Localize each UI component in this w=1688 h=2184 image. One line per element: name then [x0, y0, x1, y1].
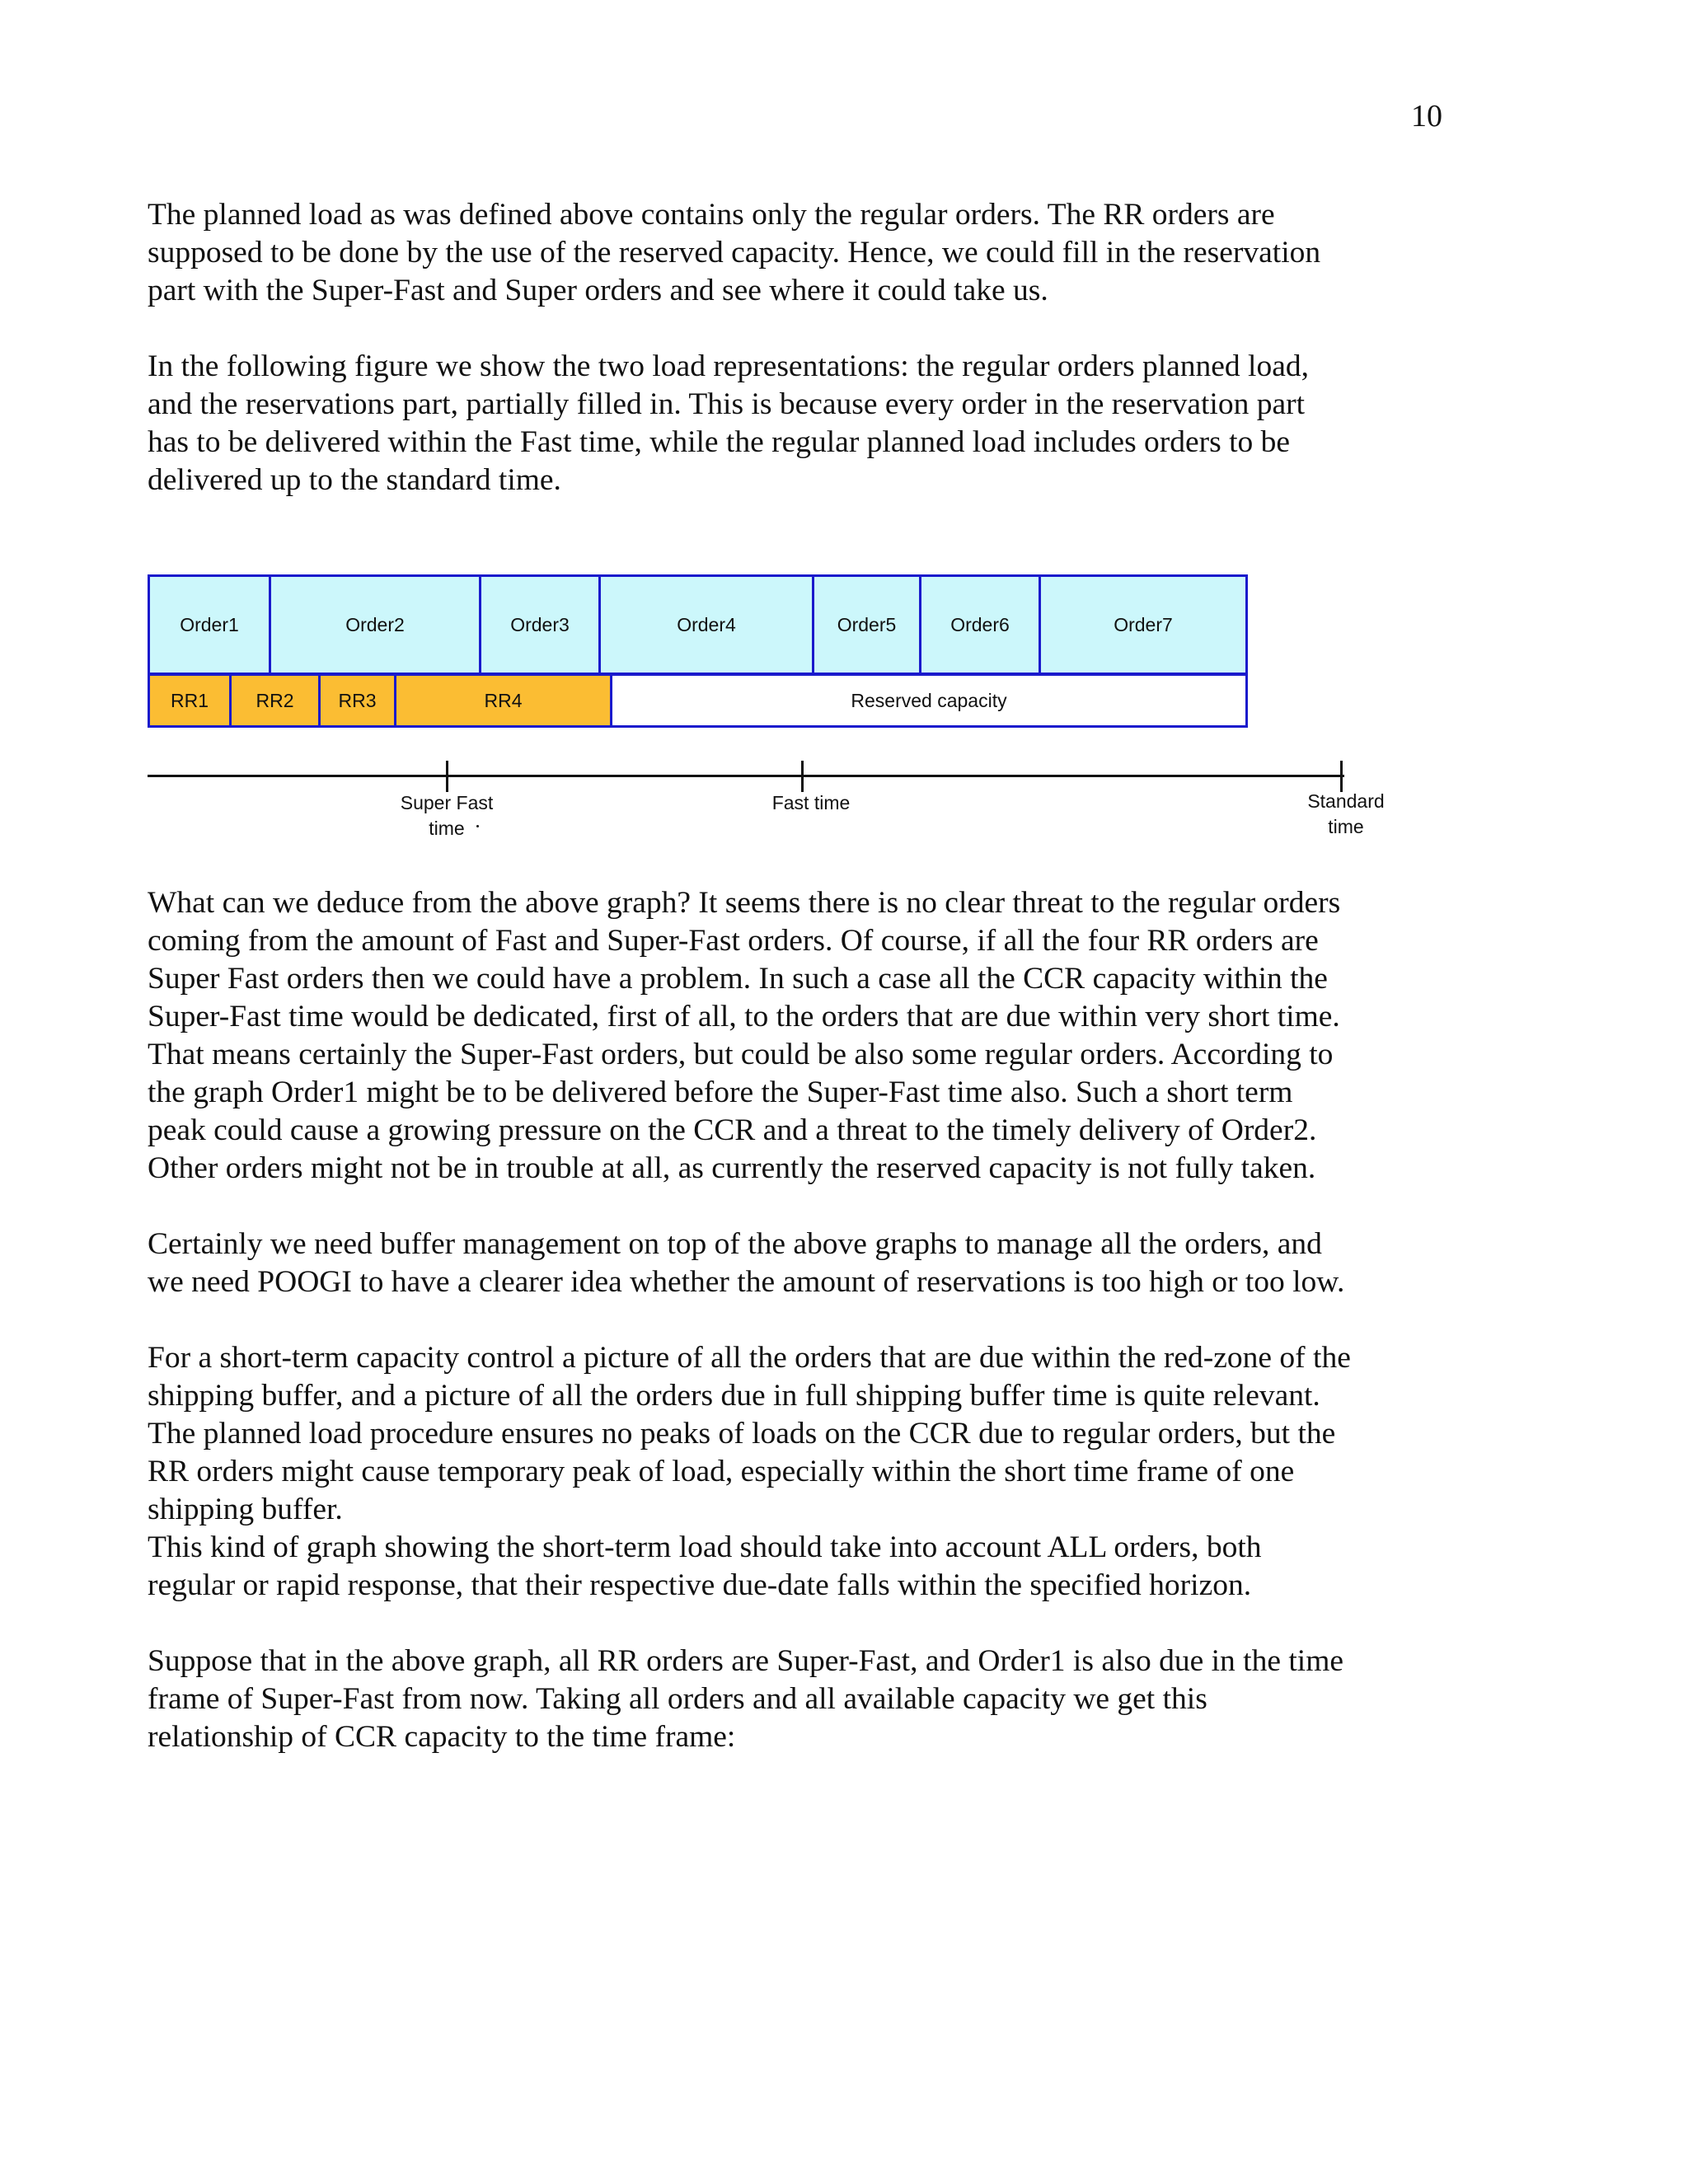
- axis-label-line: Super Fast: [400, 792, 494, 813]
- text-line: RR orders might cause temporary peak of load, especially within the short time frame of one: [148, 1455, 1295, 1488]
- rr-box: RR1: [148, 673, 232, 728]
- fast-tick: [801, 761, 804, 792]
- text-line: Certainly we need buffer management on top of the above graphs to manage all the orders, and: [148, 1227, 1322, 1261]
- rr-box: RR2: [229, 673, 321, 728]
- text-line: shipping buffer, and a picture of all the orders due in full shipping buffer time is quite relevant.: [148, 1379, 1320, 1413]
- rr-box: RR4: [394, 673, 612, 728]
- text-line: relationship of CCR capacity to the time frame:: [148, 1720, 736, 1754]
- standard-time-label: [1280, 789, 1412, 840]
- text-line: regular or rapid response, that their respective due-date falls within the specified horizon.: [148, 1568, 1252, 1602]
- text-line: has to be delivered within the Fast time, while the regular planned load includes orders to be: [148, 425, 1291, 459]
- dot-mark: [476, 825, 479, 827]
- text-line: What can we deduce from the above graph? It seems there is no clear threat to the regular orders: [148, 886, 1341, 920]
- text-line: This kind of graph showing the short-term load should take into account ALL orders, both: [148, 1530, 1262, 1564]
- paragraph-3: [148, 884, 1466, 1188]
- text-line: peak could cause a growing pressure on the CCR and a threat to the timely delivery of Order2.: [148, 1113, 1317, 1147]
- text-line: shipping buffer.: [148, 1493, 343, 1526]
- axis-label-line: Standard: [1307, 790, 1385, 812]
- text-line: Super-Fast time would be dedicated, first of all, to the orders that are due within very short time.: [148, 1000, 1340, 1033]
- text-line: we need POOGI to have a clearer idea whether the amount of reservations is too high or too low.: [148, 1265, 1345, 1299]
- text-line: That means certainly the Super-Fast orders, but could be also some regular orders. According to: [148, 1038, 1334, 1071]
- text-line: coming from the amount of Fast and Super-Fast orders. Of course, if all the four RR orders are: [148, 924, 1319, 958]
- text-line: supposed to be done by the use of the reserved capacity. Hence, we could fill in the reservation: [148, 236, 1321, 269]
- text-line: For a short-term capacity control a picture of all the orders that are due within the red-zone of the: [148, 1341, 1351, 1375]
- paragraph-1: [148, 196, 1466, 310]
- fast-time-label: Fast time: [771, 792, 851, 813]
- text-line: part with the Super-Fast and Super orders and see where it could take us.: [148, 274, 1048, 307]
- standard-tick: [1340, 761, 1343, 792]
- axis-label-line: time: [1328, 816, 1364, 837]
- text-line: and the reservations part, partially filled in. This is because every order in the reservation part: [148, 387, 1306, 421]
- order-box: Order1: [148, 574, 271, 675]
- paragraph-6: [148, 1643, 1466, 1756]
- axis-label-line: time: [429, 818, 465, 839]
- order-box: Order5: [812, 574, 921, 675]
- paragraph-2: [148, 348, 1466, 499]
- text-line: Super Fast orders then we could have a problem. In such a case all the CCR capacity within the: [148, 962, 1328, 996]
- order-box: Order2: [269, 574, 481, 675]
- super-fast-tick: [446, 761, 448, 792]
- order-box: Order3: [479, 574, 601, 675]
- page-number: 10: [1411, 99, 1442, 134]
- text-line: In the following figure we show the two load representations: the regular orders planned load,: [148, 349, 1309, 383]
- rr-box: RR3: [318, 673, 396, 728]
- text-line: The planned load procedure ensures no peaks of loads on the CCR due to regular orders, but the: [148, 1417, 1336, 1451]
- super-fast-time-label: [381, 790, 513, 841]
- text-line: delivered up to the standard time.: [148, 463, 561, 497]
- text-line: the graph Order1 might be to be delivered before the Super-Fast time also. Such a short term: [148, 1076, 1293, 1109]
- order-box: Order6: [919, 574, 1041, 675]
- text-line: frame of Super-Fast from now. Taking all orders and all available capacity we get this: [148, 1682, 1207, 1716]
- text-line: Suppose that in the above graph, all RR orders are Super-Fast, and Order1 is also due in the time: [148, 1644, 1344, 1678]
- reserved-capacity-box: Reserved capacity: [610, 673, 1248, 728]
- text-line: Other orders might not be in trouble at all, as currently the reserved capacity is not fully taken.: [148, 1151, 1316, 1185]
- text-line: The planned load as was defined above contains only the regular orders. The RR orders are: [148, 198, 1275, 232]
- time-axis: [148, 775, 1344, 777]
- paragraph-4: [148, 1226, 1466, 1301]
- order-box: Order7: [1039, 574, 1248, 675]
- paragraph-5: [148, 1339, 1466, 1605]
- order-box: Order4: [598, 574, 814, 675]
